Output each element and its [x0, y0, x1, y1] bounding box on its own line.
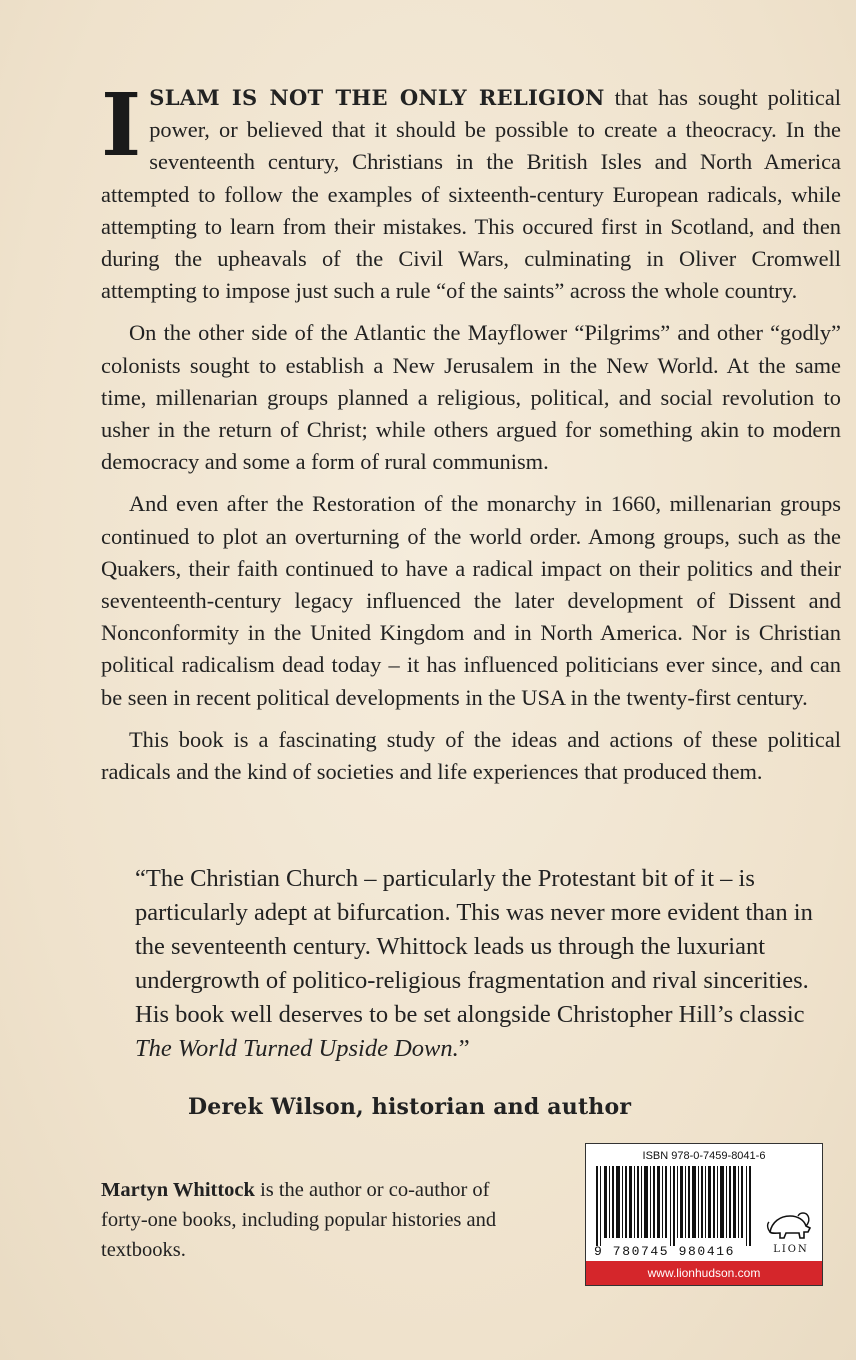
publisher-name: LION	[773, 1244, 809, 1255]
blurb-paragraph-4: This book is a fascinating study of the ideas and actions of these political radicals and the kind of societies and life experiences that produced them.	[101, 726, 841, 785]
barcode-digits: 9 780745 980416	[594, 1244, 736, 1259]
barcode-panel	[585, 1143, 823, 1286]
quote-text: “The Christian Church – particularly the Protestant bit of it – is particularly adept at bifurcation. This was never more evident than in the seventeenth century. Whittock leads us through the luxuriant undergrowth of politico-religious fragmentation and rival sincerities. His book well deserves to be set alongside Christopher Hill’s classic	[135, 865, 813, 1028]
quote-attribution: Derek Wilson, historian and author	[188, 1094, 632, 1120]
quote-book-title: The World Turned Upside Down.	[135, 1035, 459, 1062]
author-bio-text: is the author or co-author of forty-one books, including popular histories and textbooks.	[101, 1179, 497, 1261]
drop-cap: I	[101, 75, 142, 176]
blurb-paragraph-3: And even after the Restoration of the monarchy in 1660, millenarian groups continued to plot an overturning of the world order. Among groups, such as the Quakers, their faith continued to have a radical impact on their politics and their seventeenth-century legacy influenced the later development of Dissent and Nonconformity in the United Kingdom and in North America. Nor is Christian political radicalism dead today – it has influenced politicians ever since, and can be seen in recent political developments in the USA in the twenty-first century.	[101, 491, 841, 710]
author-name: Martyn Whittock	[101, 1179, 255, 1201]
isbn-label: ISBN 978-0-7459-8041-6	[642, 1150, 766, 1162]
endorsement-quote	[135, 862, 815, 1066]
blurb-paragraph-1	[101, 75, 842, 307]
quote-close: ”	[458, 1035, 470, 1062]
paragraph-1-rest: that has sought political power, or believed that it should be possible to create a theocracy. In the seventeenth century, Christians in the British Isles and North America attempted to follow the examples of sixteenth-century European radicals, while attempting to learn from their mistakes. This occured first in Scotland, and then during the upheavals of the Civil Wars, culminating in Oliver Cromwell attempting to impose just such a rule “of the saints” across the whole country.	[101, 85, 842, 304]
blurb-paragraph-2: On the other side of the Atlantic the Mayflower “Pilgrims” and other “godly” colonists sought to establish a New Jerusalem in the New World. At the same time, millenarian groups planned a religious, political, and social revolution to usher in the return of Christ; while others argued for something akin to modern democracy and some a form of rural communism.	[101, 320, 841, 475]
publisher-url: www.lionhudson.com	[586, 1261, 822, 1285]
lion-logo-icon	[764, 1202, 814, 1248]
blurb-text	[101, 75, 842, 798]
author-bio	[101, 1175, 501, 1265]
lead-in-caps: SLAM IS NOT THE ONLY RELIGION	[149, 85, 605, 110]
barcode-icon	[596, 1166, 756, 1246]
